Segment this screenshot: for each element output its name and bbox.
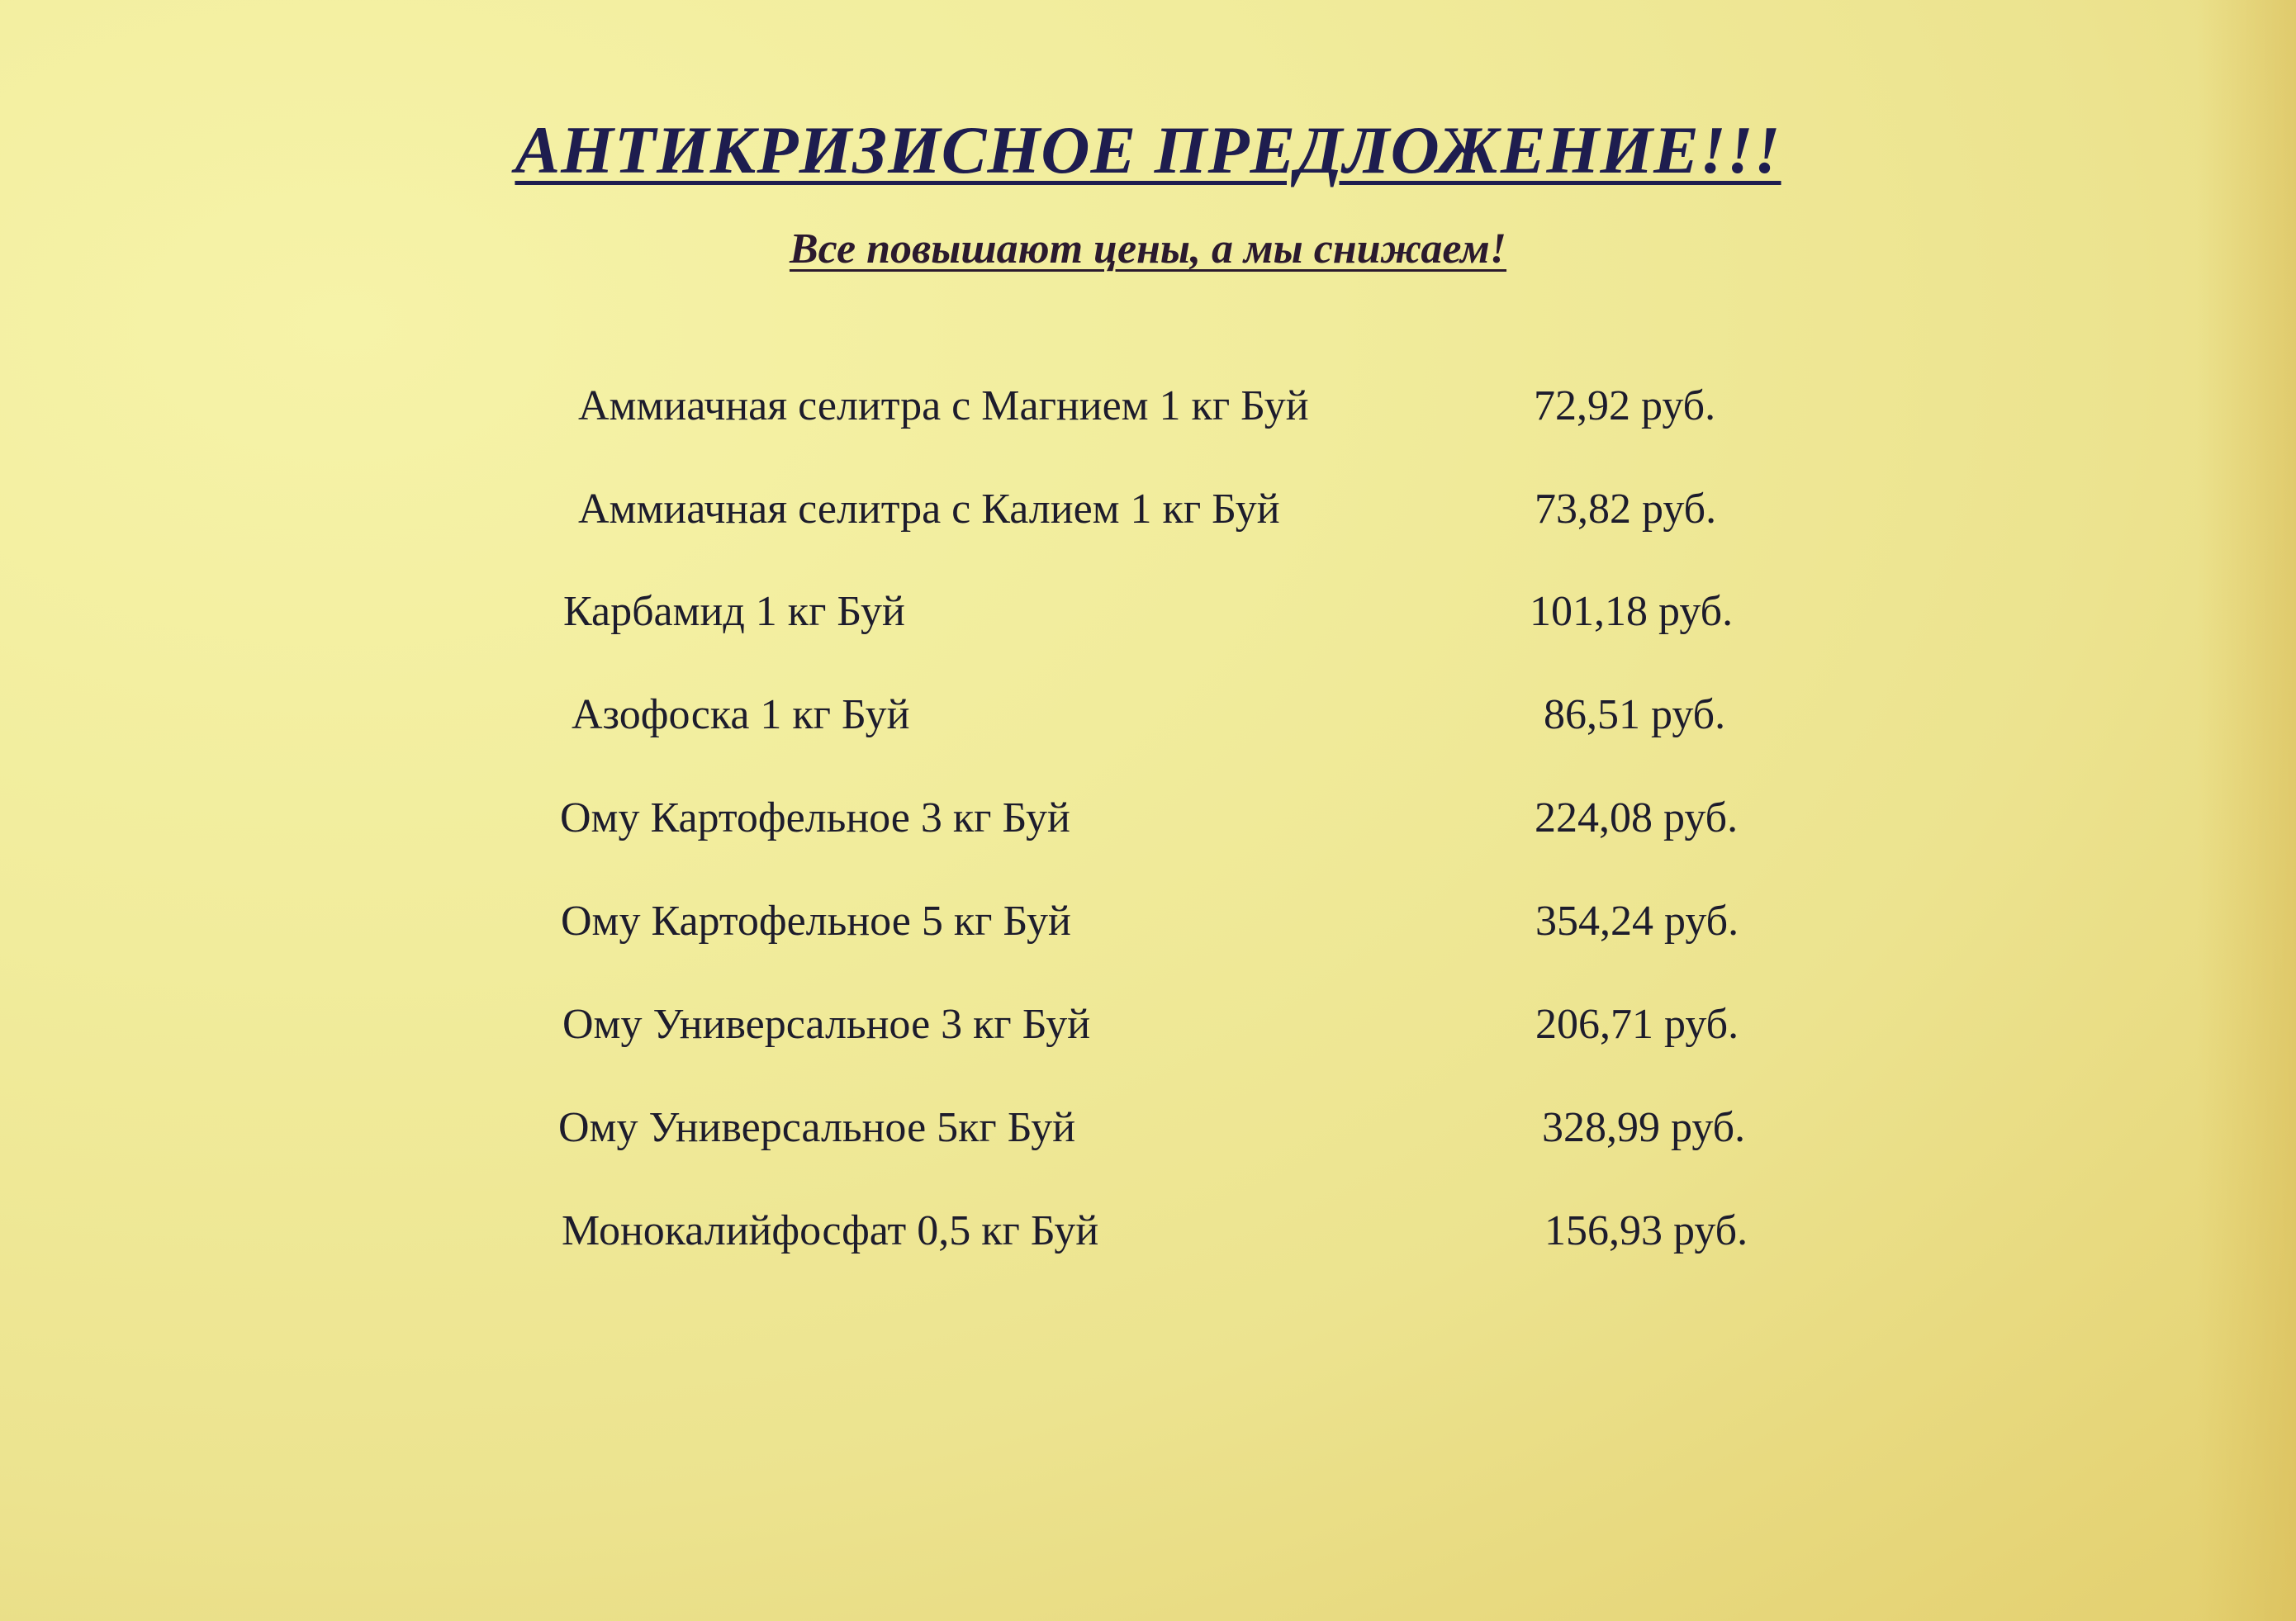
page-subtitle: Все повышают цены, а мы снижаем!	[789, 225, 1507, 273]
item-price: 86,51 руб.	[1544, 691, 1726, 738]
list-item	[572, 690, 1736, 748]
item-name: Карбамид 1 кг Буй	[563, 588, 905, 635]
item-name: Ому Универсальное 5кг Буй	[558, 1104, 1076, 1151]
item-price: 354,24 руб.	[1535, 898, 1739, 945]
list-item	[562, 1206, 1751, 1264]
item-name: Аммиачная селитра с Магнием 1 кг Буй	[578, 382, 1309, 429]
list-item	[561, 897, 1742, 955]
item-name: Ому Универсальное 3 кг Буй	[562, 1001, 1091, 1048]
item-price: 328,99 руб.	[1542, 1104, 1746, 1151]
page-title: АНТИКРИЗИСНОЕ ПРЕДЛОЖЕНИЕ!!!	[515, 112, 1781, 187]
item-price: 72,92 руб.	[1534, 382, 1716, 429]
item-price: 206,71 руб.	[1535, 1001, 1739, 1048]
list-item	[578, 382, 1734, 439]
item-name: Аммиачная селитра с Калием 1 кг Буй	[578, 486, 1280, 533]
list-item	[578, 485, 1734, 543]
item-name: Монокалийфосфат 0,5 кг Буй	[562, 1207, 1099, 1254]
list-item	[560, 794, 1741, 851]
item-price: 156,93 руб.	[1544, 1207, 1748, 1254]
item-name: Ому Картофельное 3 кг Буй	[560, 794, 1070, 841]
item-price: 224,08 руб.	[1535, 794, 1739, 841]
list-item	[562, 1000, 1743, 1058]
item-price: 73,82 руб.	[1535, 486, 1717, 533]
list-item	[563, 587, 1736, 645]
item-name: Азофоска 1 кг Буй	[572, 691, 910, 738]
item-price: 101,18 руб.	[1530, 588, 1734, 635]
item-name: Ому Картофельное 5 кг Буй	[561, 898, 1071, 945]
list-item	[558, 1103, 1748, 1161]
